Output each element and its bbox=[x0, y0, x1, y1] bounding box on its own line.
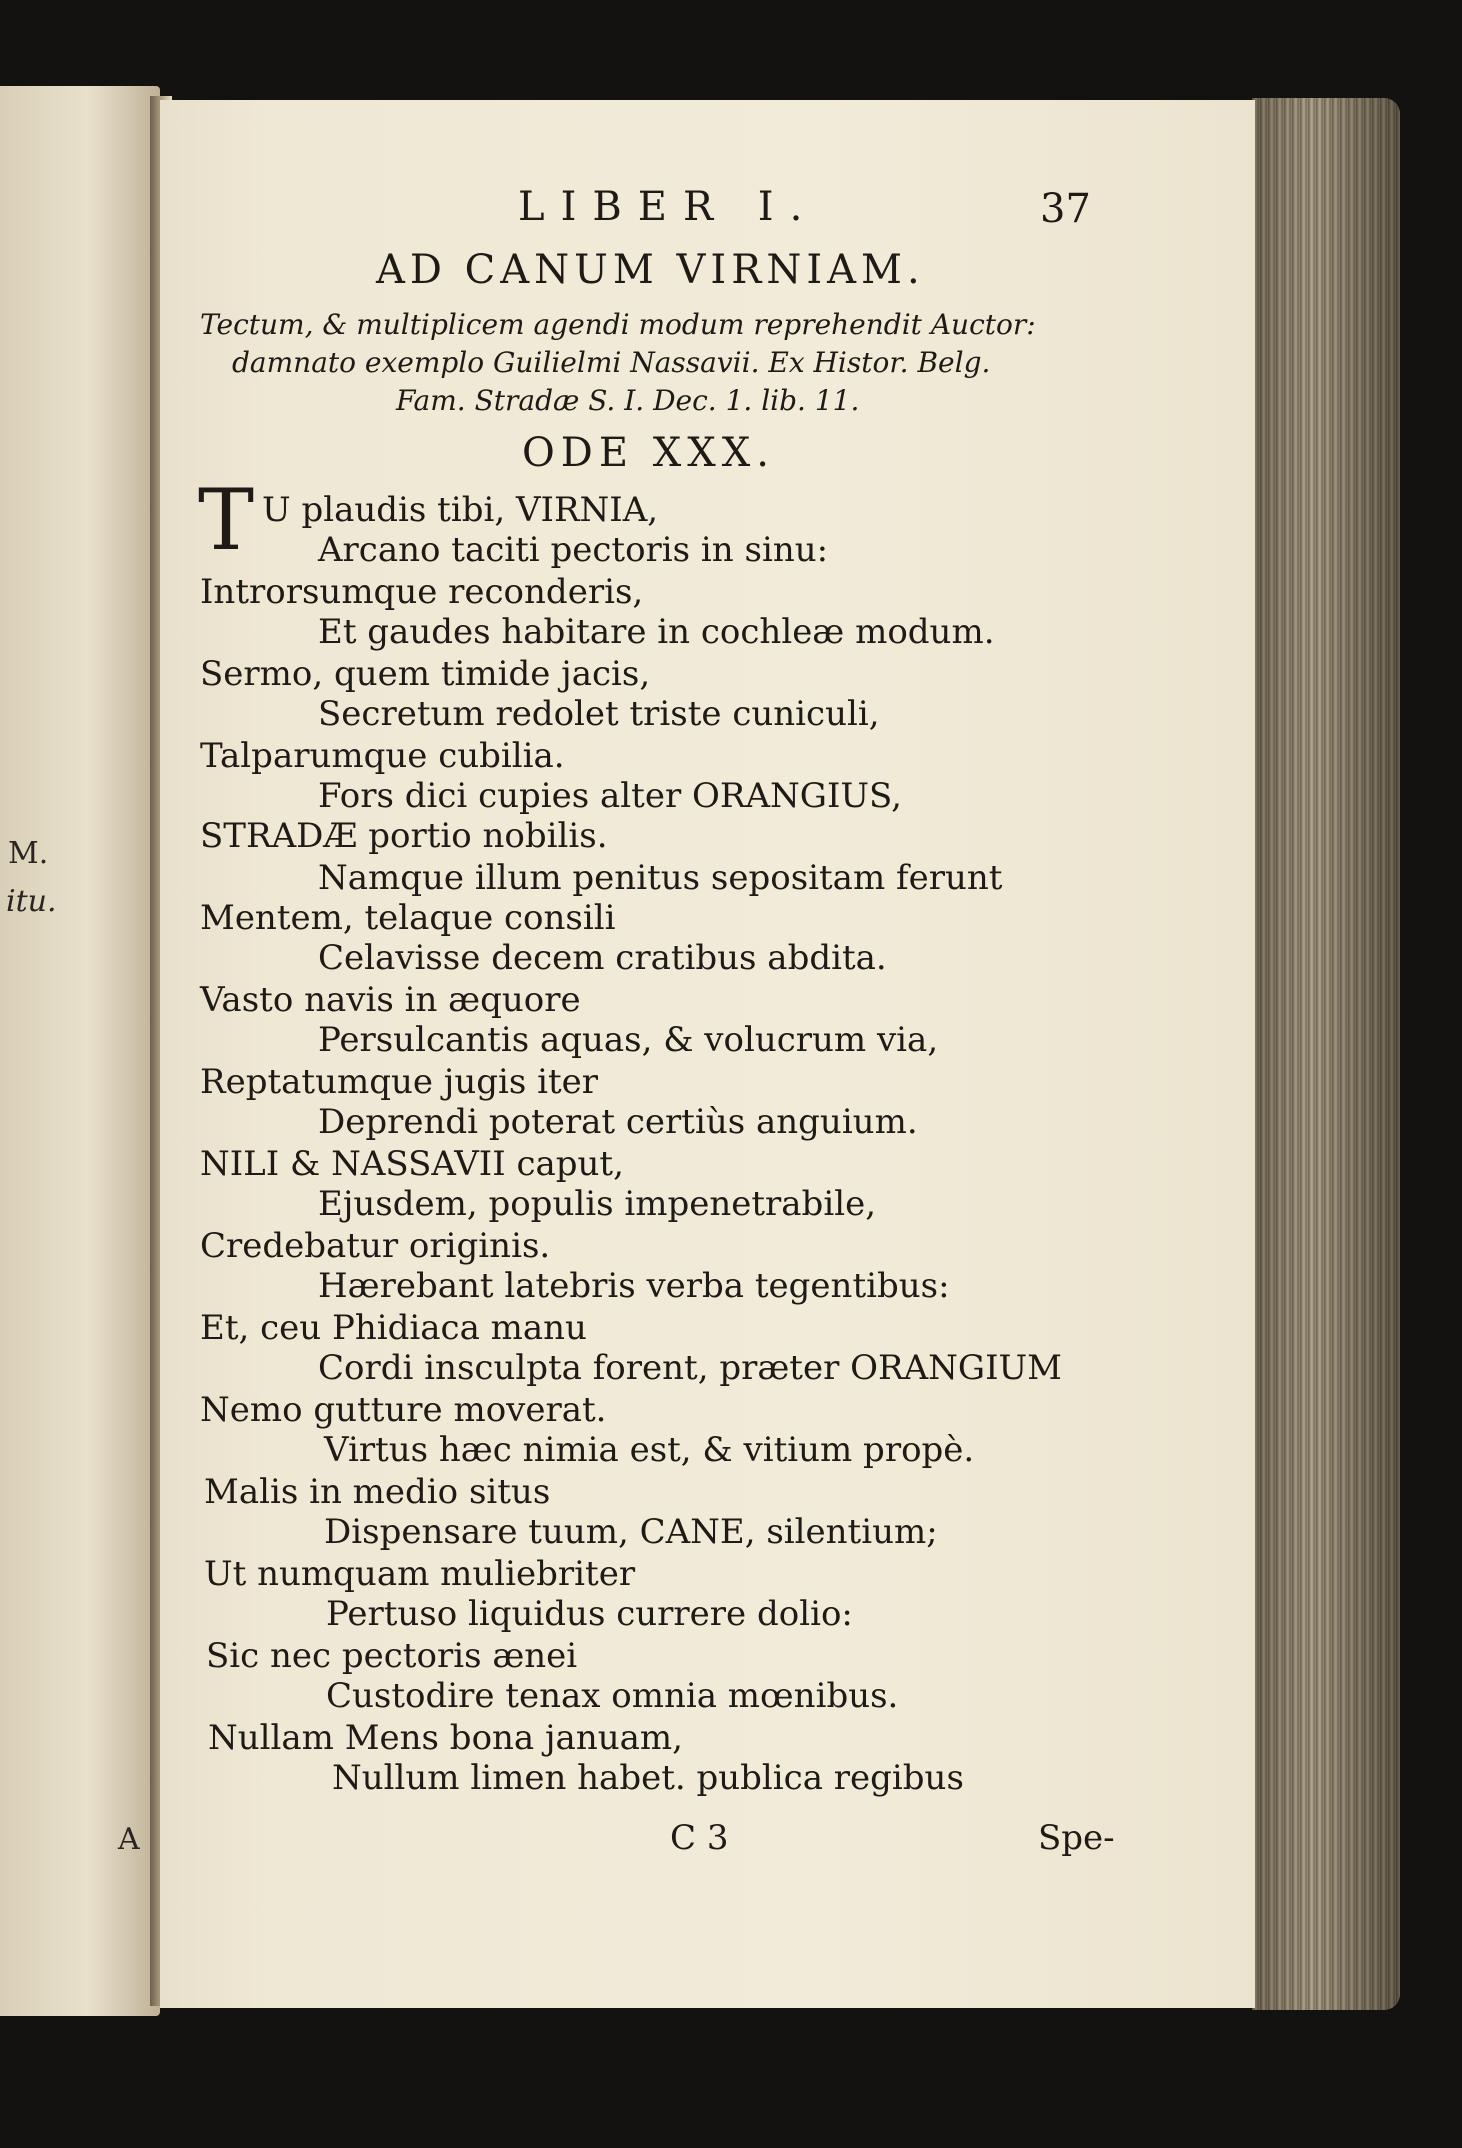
verse-line-1: U plaudis tibi, VIRNIA, bbox=[262, 490, 659, 530]
argument-line-2: damnato exemplo Guilielmi Nassavii. Ex Histor. Belg. bbox=[232, 346, 991, 379]
verse-line-17: NILI & NASSAVII caput, bbox=[200, 1144, 624, 1184]
left-page bbox=[0, 86, 160, 2016]
left-fragment-1: M. bbox=[8, 836, 49, 871]
poem-title: AD CANUM VIRNIAM. bbox=[376, 247, 925, 293]
verse-line-11: Mentem, telaque consili bbox=[200, 898, 616, 938]
signature-mark: C 3 bbox=[670, 1818, 729, 1858]
left-fragment-2: itu. bbox=[6, 884, 57, 919]
running-head: LIBER I. bbox=[518, 184, 819, 230]
verse-line-24: Virtus hæc nimia est, & vitium propè. bbox=[324, 1430, 975, 1470]
argument-line-1: Tectum, & multiplicem agendi modum reprehendit Auctor: bbox=[200, 308, 1036, 341]
argument-line-3: Fam. Stradæ S. I. Dec. 1. lib. 11. bbox=[396, 384, 860, 417]
verse-line-8: Fors dici cupies alter ORANGIUS, bbox=[318, 776, 902, 816]
left-fragment-3: A bbox=[118, 1822, 140, 1857]
verse-line-25: Malis in medio situs bbox=[204, 1472, 551, 1512]
verse-line-12: Celavisse decem cratibus abdita. bbox=[318, 938, 887, 978]
verse-line-4: Et gaudes habitare in cochleæ modum. bbox=[318, 612, 995, 652]
page-edges-shade bbox=[1252, 98, 1400, 2010]
verse-line-10: Namque illum penitus sepositam ferunt bbox=[318, 858, 1003, 898]
verse-line-29: Sic nec pectoris ænei bbox=[206, 1636, 578, 1676]
page-number: 37 bbox=[1040, 186, 1091, 232]
verse-line-30: Custodire tenax omnia mœnibus. bbox=[326, 1676, 899, 1716]
verse-line-9: STRADÆ portio nobilis. bbox=[200, 816, 608, 856]
verse-line-27: Ut numquam muliebriter bbox=[204, 1554, 636, 1594]
verse-line-28: Pertuso liquidus currere dolio: bbox=[326, 1594, 853, 1634]
verse-line-3: Introrsumque reconderis, bbox=[200, 572, 644, 612]
verse-line-23: Nemo gutture moverat. bbox=[200, 1390, 607, 1430]
drop-cap: T bbox=[198, 471, 255, 569]
verse-line-21: Et, ceu Phidiaca manu bbox=[200, 1308, 587, 1348]
verse-line-20: Hærebant latebris verba tegentibus: bbox=[318, 1266, 950, 1306]
verse-line-15: Reptatumque jugis iter bbox=[200, 1062, 599, 1102]
ode-number: ODE XXX. bbox=[522, 430, 775, 476]
verse-line-26: Dispensare tuum, CANE, silentium; bbox=[324, 1512, 938, 1552]
verse-line-19: Credebatur originis. bbox=[200, 1226, 551, 1266]
verse-line-32: Nullum limen habet. publica regibus bbox=[332, 1758, 964, 1798]
verse-line-7: Talparumque cubilia. bbox=[200, 736, 565, 776]
verse-line-14: Persulcantis aquas, & volucrum via, bbox=[318, 1020, 939, 1060]
verse-line-5: Sermo, quem timide jacis, bbox=[200, 654, 651, 694]
verse-line-18: Ejusdem, populis impenetrabile, bbox=[318, 1184, 876, 1224]
verse-line-22: Cordi insculpta forent, præter ORANGIUM bbox=[318, 1348, 1062, 1388]
verse-line-2: Arcano taciti pectoris in sinu: bbox=[318, 530, 829, 570]
verse-line-13: Vasto navis in æquore bbox=[200, 980, 581, 1020]
verse-line-31: Nullam Mens bona januam, bbox=[208, 1718, 683, 1758]
verse-line-16: Deprendi poterat certiùs anguium. bbox=[318, 1102, 918, 1142]
verse-line-6: Secretum redolet triste cuniculi, bbox=[318, 694, 880, 734]
catchword: Spe- bbox=[1038, 1818, 1115, 1858]
